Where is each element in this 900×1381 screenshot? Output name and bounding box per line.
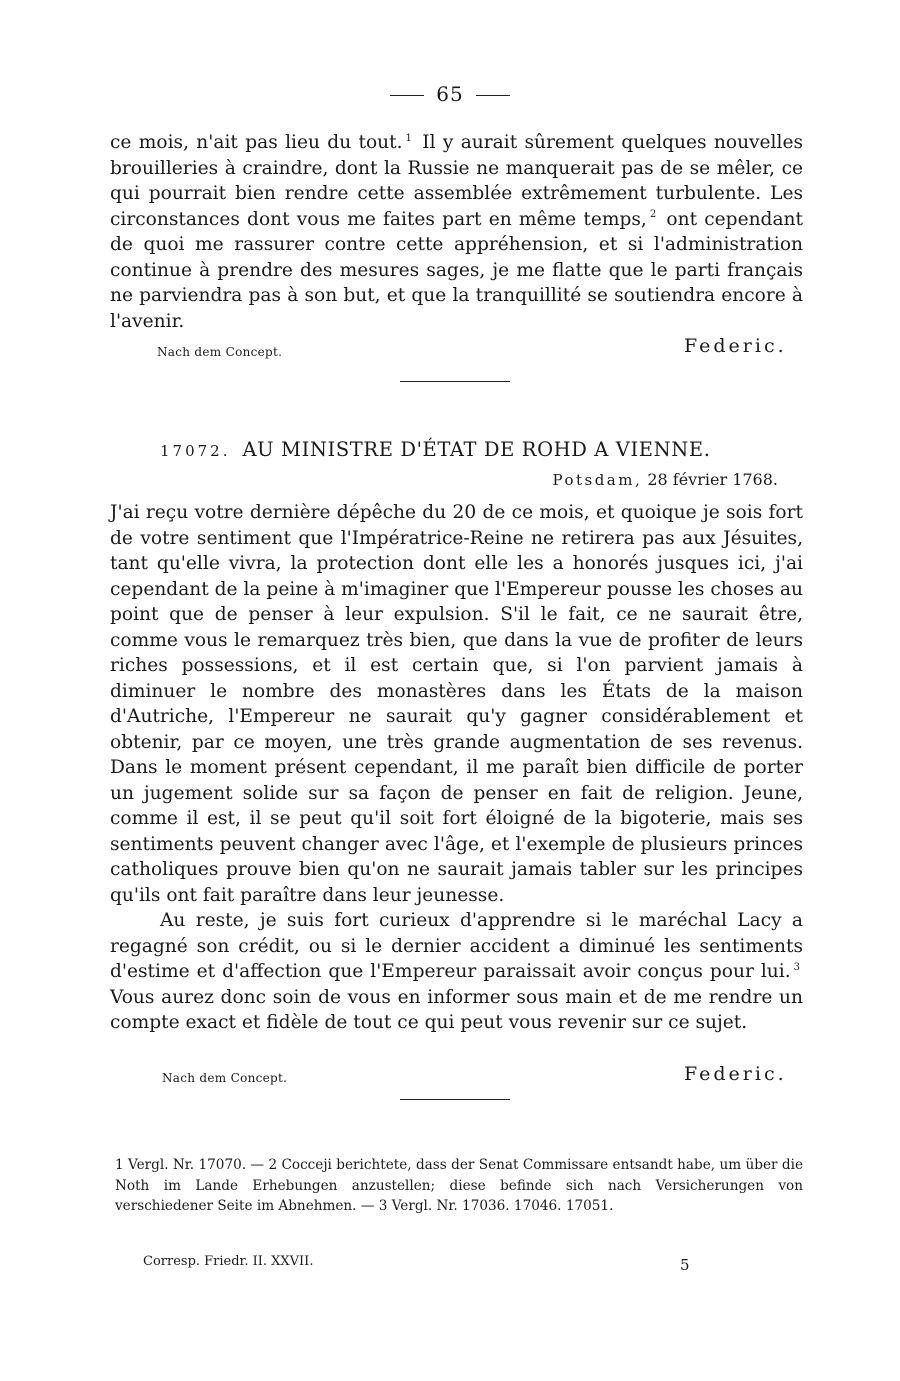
source-note-1: Nach dem Concept. bbox=[157, 345, 283, 359]
page-number-text: 65 bbox=[436, 82, 464, 106]
letter-date: 28 février 1768. bbox=[647, 470, 778, 489]
letter-paragraph-1: J'ai reçu votre dernière dépêche du 20 de ce mois, et quoique je sois fort de votre sentiment que l'Impératrice-Reine ne retirera pas aux Jésuites, tant qu'elle vivra, la protection dont elle les a honorés jusques ici, j'ai cependant de la peine à m'imaginer que l'Empereur pousse les choses au point que de penser à leur expulsion. S'il le fait, ce ne saurait être, comme vous le remarquez très bien, que dans la vue de profiter de leurs riches possessions, et il est certain que, si l'on parvient jamais à diminuer le nombre des monastères dans les États de la maison d'Autriche, l'Empereur ne saurait qu'y gagner considérablement et obtenir, par ce moyen, une très grande augmentation de ses revenus. Dans le moment présent cependant, il me paraît bien difficile de porter un jugement solide sur sa façon de penser en fait de religion. Jeune, comme il est, il se peut qu'il soit fort éloigné de la bigoterie, mais ses sentiments peuvent changer avec l'âge, et l'exemple de plusieurs princes catholiques prouve bien qu'on ne saurait jamais tabler sur les principes qu'ils ont fait paraître dans leur jeunesse. bbox=[110, 502, 803, 906]
continuation-paragraph bbox=[110, 130, 803, 334]
footnotes bbox=[115, 1155, 803, 1217]
letter-body bbox=[110, 500, 803, 1036]
footnote-ref-1: 1 bbox=[405, 132, 412, 144]
letter-paragraph-2 bbox=[110, 908, 803, 1036]
page-number-dash-right bbox=[476, 95, 510, 96]
section-divider-2 bbox=[400, 1099, 510, 1100]
letter-paragraph-2-text-b: Vous aurez donc soin de vous en informer sous main et de me rendre un compte exact et fidèle de tout ce qui peut vous revenir sur ce sujet. bbox=[110, 986, 803, 1033]
letter-place: Potsdam, bbox=[552, 471, 643, 489]
page-number-dash-left bbox=[390, 95, 424, 96]
continuation-text-2: Il y aurait sûrement quelques nouvelles brouilleries à craindre, dont la Russie ne manquerait pas de se mêler, ce qui pourrait bien rendre cette assemblée extrêmement turbulente. Les circonstances dont vous me faites part en même temps, bbox=[110, 132, 803, 230]
letter-paragraph-2-text-a: Au reste, je suis fort curieux d'apprendre si le maréchal Lacy a regagné son crédit, ou si le dernier accident a diminué les sentiments d'estime et d'affection que l'Empereur paraissait avoir conçus pour lui. bbox=[110, 910, 803, 982]
footer-sheet-number: 5 bbox=[680, 1256, 690, 1274]
letter-heading bbox=[160, 438, 711, 461]
section-divider-1 bbox=[400, 381, 510, 382]
signature-1: Federic. bbox=[684, 335, 787, 357]
footer-signature-mark: Corresp. Friedr. II. XXVII. bbox=[143, 1254, 314, 1269]
letter-dateline bbox=[552, 470, 778, 489]
footnotes-text: 1 Vergl. Nr. 17070. — 2 Cocceji berichtete, dass der Senat Commissare entsandt habe, um über die Noth im Lande Erhebungen anzustellen; diese befinde sich nach Versicherungen von verschiedener Seite im Abnehmen. — 3 Vergl. Nr. 17036. 17046. 17051. bbox=[115, 1157, 803, 1214]
footnote-ref-2: 2 bbox=[649, 209, 657, 221]
letter-title: AU MINISTRE D'ÉTAT DE ROHD A VIENNE. bbox=[242, 438, 711, 461]
continuation-text-3: ont cependant de quoi me rassurer contre cette appréhension, et si l'administration continue à prendre des mesures sages, je me flatte que le parti français ne parviendra pas à son but, et que la tranquillité se soutiendra encore à l'avenir. bbox=[110, 208, 803, 332]
continuation-text-1: ce mois, n'ait pas lieu du tout. bbox=[110, 132, 403, 153]
signature-2: Federic. bbox=[684, 1063, 787, 1085]
footnote-ref-3: 3 bbox=[793, 961, 800, 973]
source-note-2: Nach dem Concept. bbox=[162, 1071, 288, 1085]
page-number bbox=[0, 82, 900, 106]
letter-number: 17072. bbox=[160, 442, 231, 460]
